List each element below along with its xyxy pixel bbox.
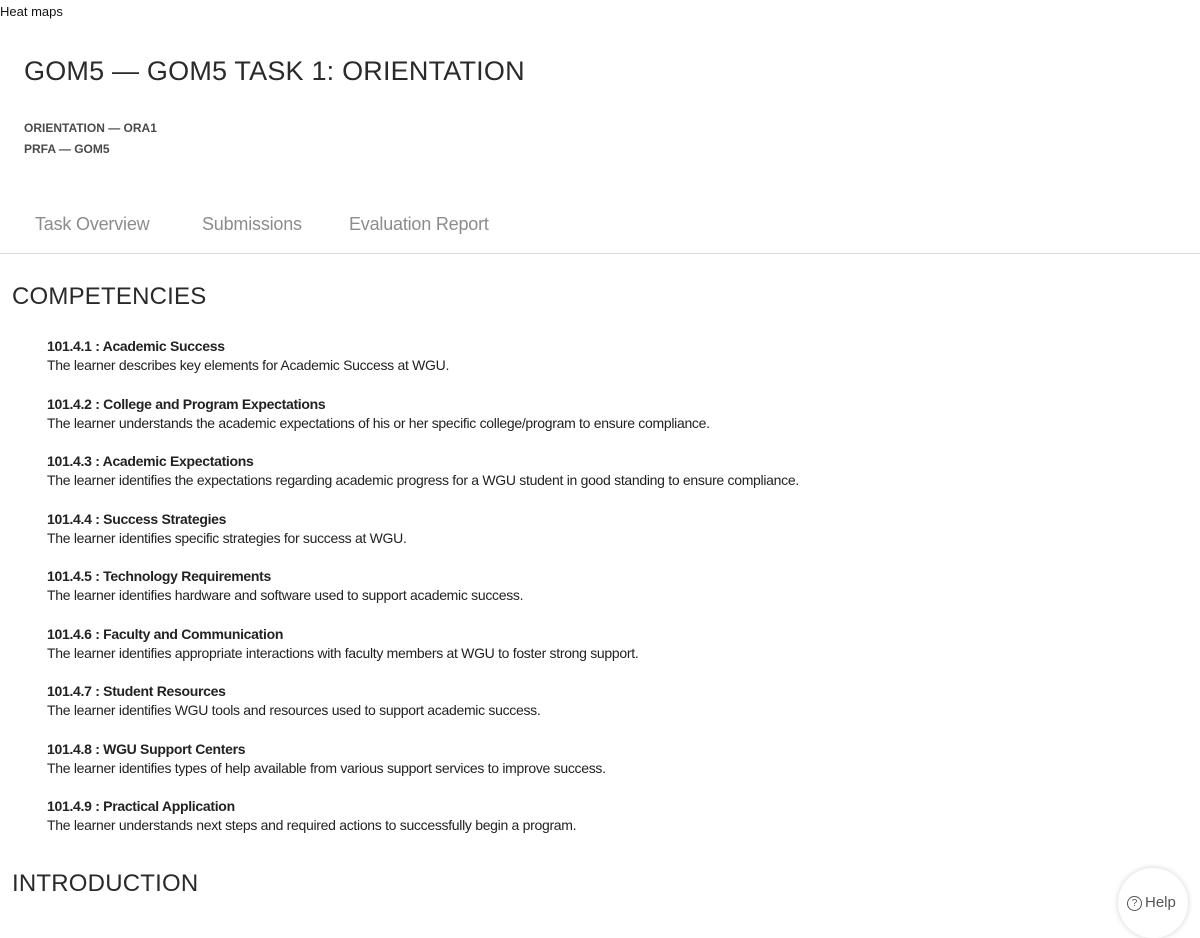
competency-item: [47, 625, 1167, 683]
competency-title: 101.4.6 : Faculty and Communication: [47, 625, 284, 642]
course-meta: [24, 118, 157, 160]
tab-submissions[interactable]: Submissions: [202, 214, 302, 234]
page-title: GOM5 — GOM5 TASK 1: ORIENTATION: [24, 56, 525, 86]
introduction-heading: INTRODUCTION: [12, 870, 199, 897]
competency-title: 101.4.3 : Academic Expectations: [47, 453, 254, 469]
competency-item: [47, 740, 1167, 798]
tab-evaluation-report[interactable]: Evaluation Report: [349, 214, 489, 234]
competency-description: The learner understands the academic expectations of his or her specific college/program to ensure compliance.: [47, 414, 710, 431]
competency-item: [47, 510, 1167, 568]
tab-bar: [0, 200, 1200, 254]
competency-description: The learner identifies the expectations regarding academic progress for a WGU student in good standing to ensure compliance.: [47, 472, 799, 488]
help-button-content: [1127, 894, 1176, 911]
help-button[interactable]: [1118, 868, 1188, 938]
heat-maps-label: Heat maps: [0, 4, 63, 19]
competency-title: 101.4.7 : Student Resources: [47, 683, 226, 699]
help-label: Help: [1145, 894, 1176, 911]
competency-list: [47, 337, 1167, 855]
competency-item: [47, 337, 1167, 395]
competencies-heading: COMPETENCIES: [12, 283, 207, 310]
help-circle-icon: ?: [1127, 896, 1142, 911]
competency-item: [47, 567, 1167, 625]
competency-description: The learner identifies WGU tools and resources used to support academic success.: [47, 702, 541, 718]
competency-item: [47, 395, 1167, 453]
meta-line-prfa: PRFA — GOM5: [24, 142, 110, 156]
competency-item: [47, 682, 1167, 740]
competency-title: 101.4.2 : College and Program Expectations: [47, 395, 326, 412]
competency-description: The learner identifies specific strategies for success at WGU.: [47, 529, 407, 546]
competency-description: The learner understands next steps and required actions to successfully begin a program.: [47, 817, 577, 833]
competency-title: 101.4.4 : Success Strategies: [47, 510, 227, 527]
competency-description: The learner describes key elements for Academic Success at WGU.: [47, 357, 450, 373]
competency-description: The learner identifies hardware and software used to support academic success.: [47, 587, 524, 603]
competency-title: 101.4.5 : Technology Requirements: [47, 568, 272, 584]
competency-title: 101.4.8 : WGU Support Centers: [47, 740, 246, 757]
competency-item: [47, 452, 1167, 510]
competency-title: 101.4.9 : Practical Application: [47, 798, 235, 814]
meta-line-orientation: ORIENTATION — ORA1: [24, 121, 157, 135]
tab-task-overview[interactable]: Task Overview: [35, 214, 150, 234]
competency-description: The learner identifies appropriate interactions with faculty members at WGU to foster strong support.: [47, 644, 639, 661]
competency-description: The learner identifies types of help available from various support services to improve success.: [47, 759, 606, 776]
competency-item: [47, 797, 1167, 855]
competency-title: 101.4.1 : Academic Success: [47, 338, 225, 354]
